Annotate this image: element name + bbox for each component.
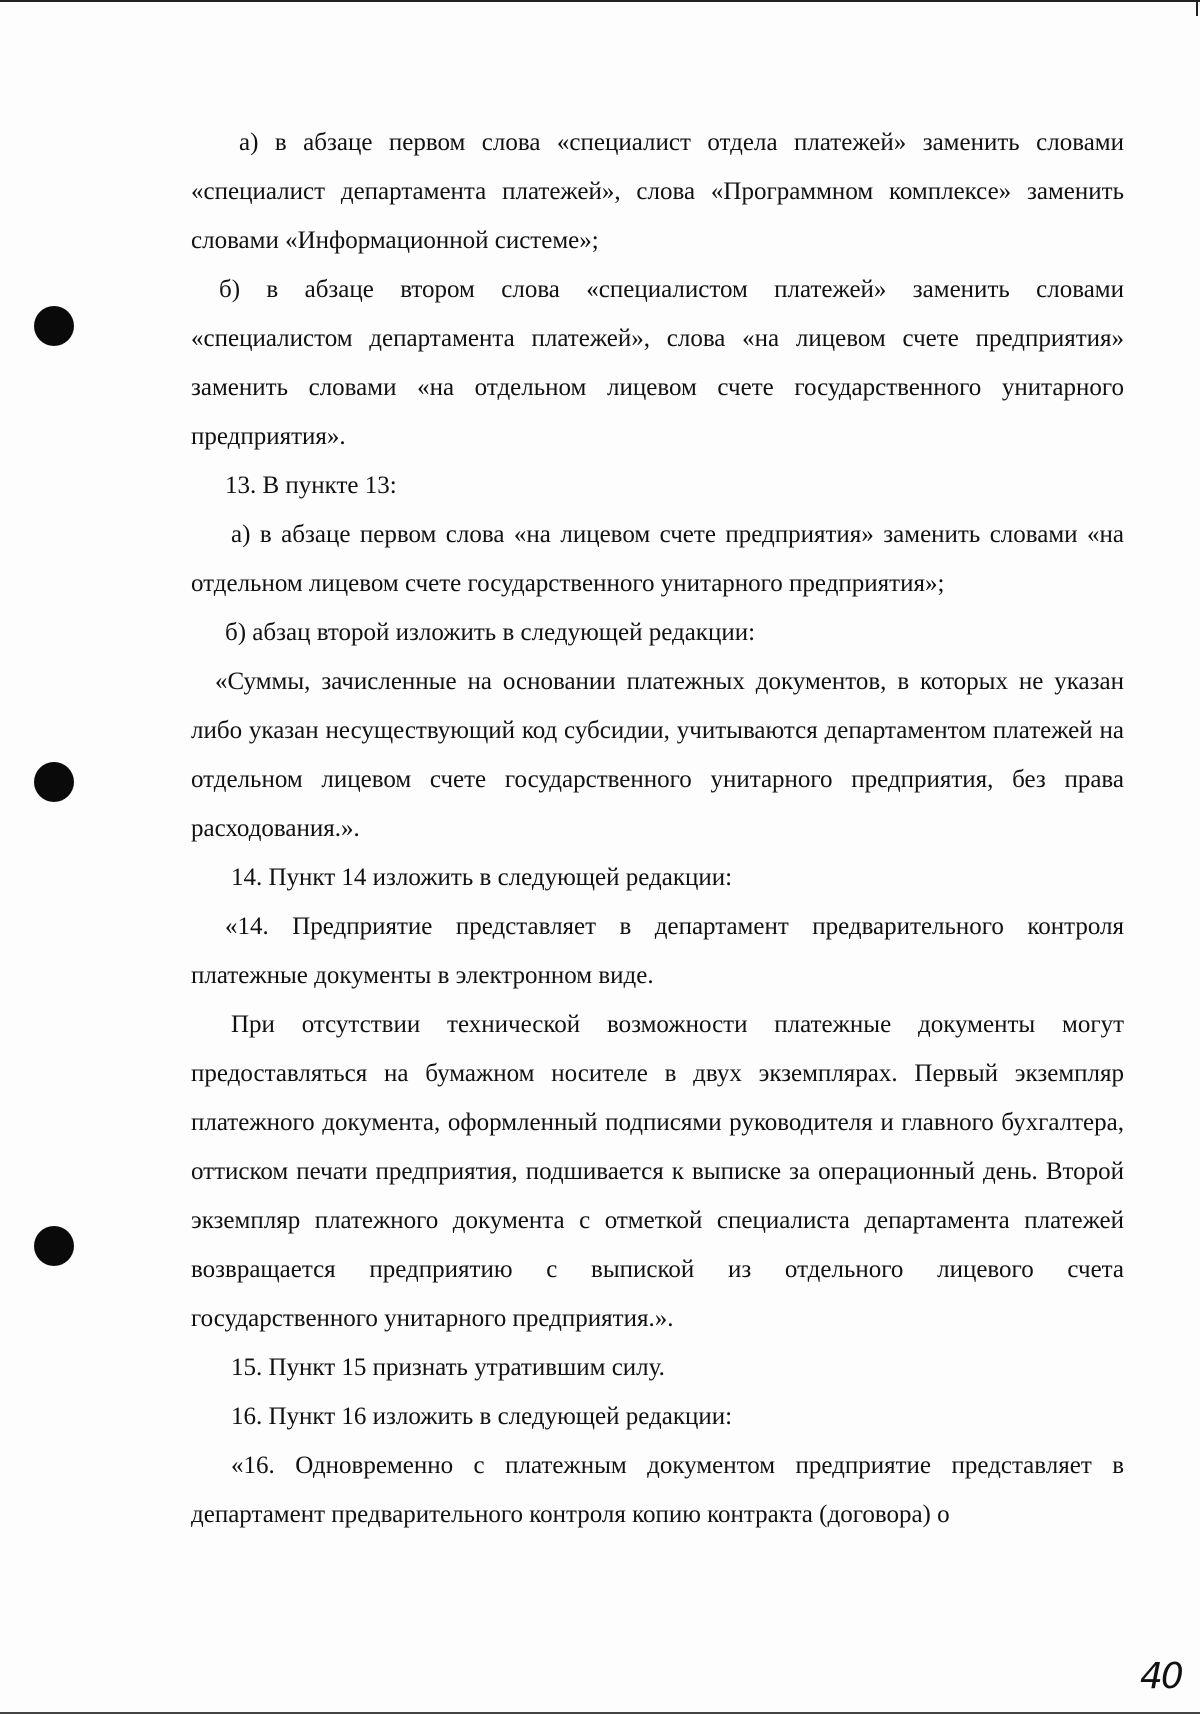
paragraph-clause-14-heading: 14. Пункт 14 изложить в следующей редакции: [231, 864, 733, 891]
paragraph-paper-documents: При отсутствии технической возможности платежные документы могут предоставляться на бумажном носителе в двух экземплярах. Первый экземпляр платежного документа, оформленный подписями руководителя и главного бухгалтера, оттиском печати предприятия, подшивается к выписке за операционный день. Второй экземпляр платежного документа с отметкой специалиста департамента платежей возвращается предприятию с выпиской из отдельного лицевого счета государственного унитарного предприятия.». [191, 1011, 1124, 1332]
paragraph-quoted-clause-14: «14. Предприятие представляет в департамент предварительного контроля платежные документы в электронном виде. [191, 913, 1124, 989]
paragraph-item-a-first: а) в абзаце первом слова «специалист отдела платежей» заменить словами «специалист департамента платежей», слова «Программном комплексе» заменить словами «Информационной системе»; [191, 129, 1124, 254]
top-border-line [0, 0, 1200, 2]
paragraph-clause-16-heading: 16. Пункт 16 изложить в следующей редакции: [231, 1403, 733, 1430]
paragraph-item-a-second: а) в абзаце первом слова «на лицевом счете предприятия» заменить словами «на отдельном лицевом счете государственного унитарного предприятия»; [191, 521, 1124, 597]
document-body [191, 118, 1124, 1539]
paragraph-quoted-clause-16: «16. Одновременно с платежным документом предприятие представляет в департамент предварительного контроля копию контракта (договора) о [191, 1452, 1124, 1528]
page-number: 40 [1140, 1656, 1182, 1697]
paragraph-quoted-sums: «Суммы, зачисленные на основании платежных документов, в которых не указан либо указан несуществующий код субсидии, учитываются департаментом платежей на отдельном лицевом счете государственного унитарного предприятия, без права расходования.». [191, 668, 1124, 842]
paragraph-item-b-second: б) абзац второй изложить в следующей редакции: [225, 619, 756, 646]
punch-hole-icon [34, 306, 74, 346]
paragraph-clause-13-heading: 13. В пункте 13: [225, 472, 397, 499]
paragraph-item-b-first: б) в абзаце втором слова «специалистом платежей» заменить словами «специалистом департамента платежей», слова «на лицевом счете предприятия» заменить словами «на отдельном лицевом счете государственного унитарного предприятия». [191, 276, 1124, 450]
top-right-border-mark [1196, 0, 1198, 16]
punch-hole-icon [34, 1226, 74, 1266]
punch-hole-icon [34, 762, 74, 802]
paragraph-clause-15: 15. Пункт 15 признать утратившим силу. [231, 1354, 665, 1381]
